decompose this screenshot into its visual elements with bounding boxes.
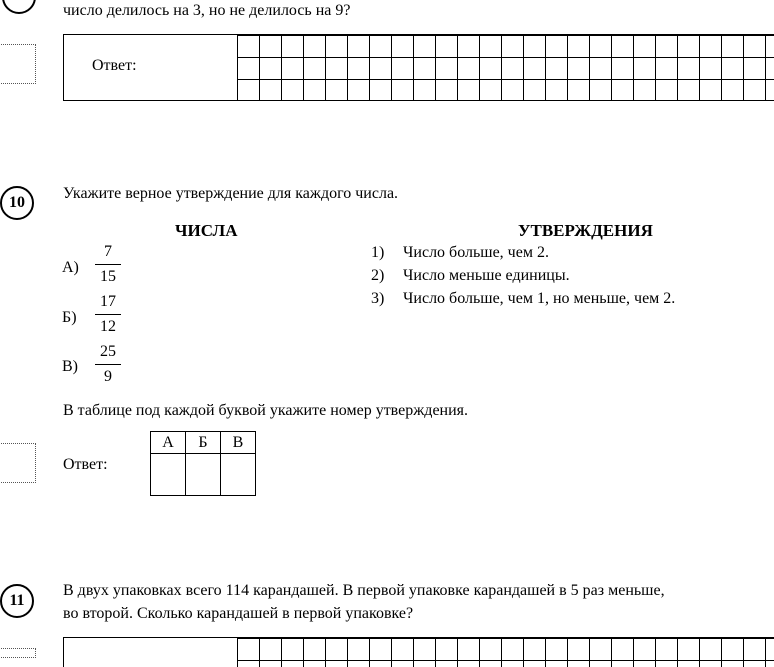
question-11-answer-grid[interactable] <box>63 637 774 667</box>
question-10-prompt: Укажите верное утверждение для каждого числа. <box>63 185 399 202</box>
answer-cells[interactable] <box>237 638 774 667</box>
question-9-number-circle <box>2 0 36 14</box>
statement-2-text: Число меньше единицы. <box>403 267 570 284</box>
statement-1-number: 1) <box>371 244 385 261</box>
item-v-denominator: 9 <box>104 368 112 385</box>
statement-1-text: Число больше, чем 2. <box>403 244 549 261</box>
answer-cells[interactable] <box>237 35 774 100</box>
question-9-score-box <box>0 44 36 84</box>
item-b-letter: Б) <box>62 309 77 326</box>
question-9-answer-grid[interactable] <box>63 34 774 101</box>
question-10-answer-label: Ответ: <box>63 456 108 473</box>
answer-cell-v[interactable] <box>221 454 256 496</box>
item-v-letter: В) <box>62 358 78 375</box>
item-a-numerator: 7 <box>104 243 112 260</box>
answer-table-header-v: В <box>221 432 256 454</box>
item-a-letter: А) <box>62 259 79 276</box>
question-10-score-box <box>0 443 36 483</box>
question-9-answer-label: Ответ: <box>92 57 137 74</box>
answer-table <box>150 431 256 496</box>
question-11-line-1: В двух упаковках всего 114 карандашей. В первой упаковке карандашей в 5 раз меньше, <box>63 582 665 599</box>
question-9-text: число делилось на 3, но не делилось на 9? <box>63 2 351 19</box>
item-b-fraction <box>93 293 123 336</box>
question-11-score-box <box>0 648 36 658</box>
question-11-line-2: во второй. Сколько карандашей в первой упаковке? <box>63 605 414 622</box>
answer-table-header-b: Б <box>186 432 221 454</box>
answer-table-header-a: А <box>151 432 186 454</box>
item-b-denominator: 12 <box>100 318 116 335</box>
item-v-fraction <box>93 343 123 386</box>
statement-3-text: Число больше, чем 1, но меньше, чем 2. <box>403 290 676 307</box>
item-a-denominator: 15 <box>100 268 116 285</box>
item-v-numerator: 25 <box>100 343 116 360</box>
question-11-number-circle: 11 <box>0 584 34 618</box>
statements-header: УТВЕРЖДЕНИЯ <box>518 221 653 240</box>
table-instruction: В таблице под каждой буквой укажите номер утверждения. <box>63 402 469 419</box>
numbers-header: ЧИСЛА <box>175 221 238 240</box>
statement-2-number: 2) <box>371 267 385 284</box>
answer-cell-b[interactable] <box>186 454 221 496</box>
item-b-numerator: 17 <box>100 293 116 310</box>
statement-3-number: 3) <box>371 290 385 307</box>
item-a-fraction <box>93 243 123 286</box>
question-10-number-circle: 10 <box>0 186 34 220</box>
answer-cell-a[interactable] <box>151 454 186 496</box>
